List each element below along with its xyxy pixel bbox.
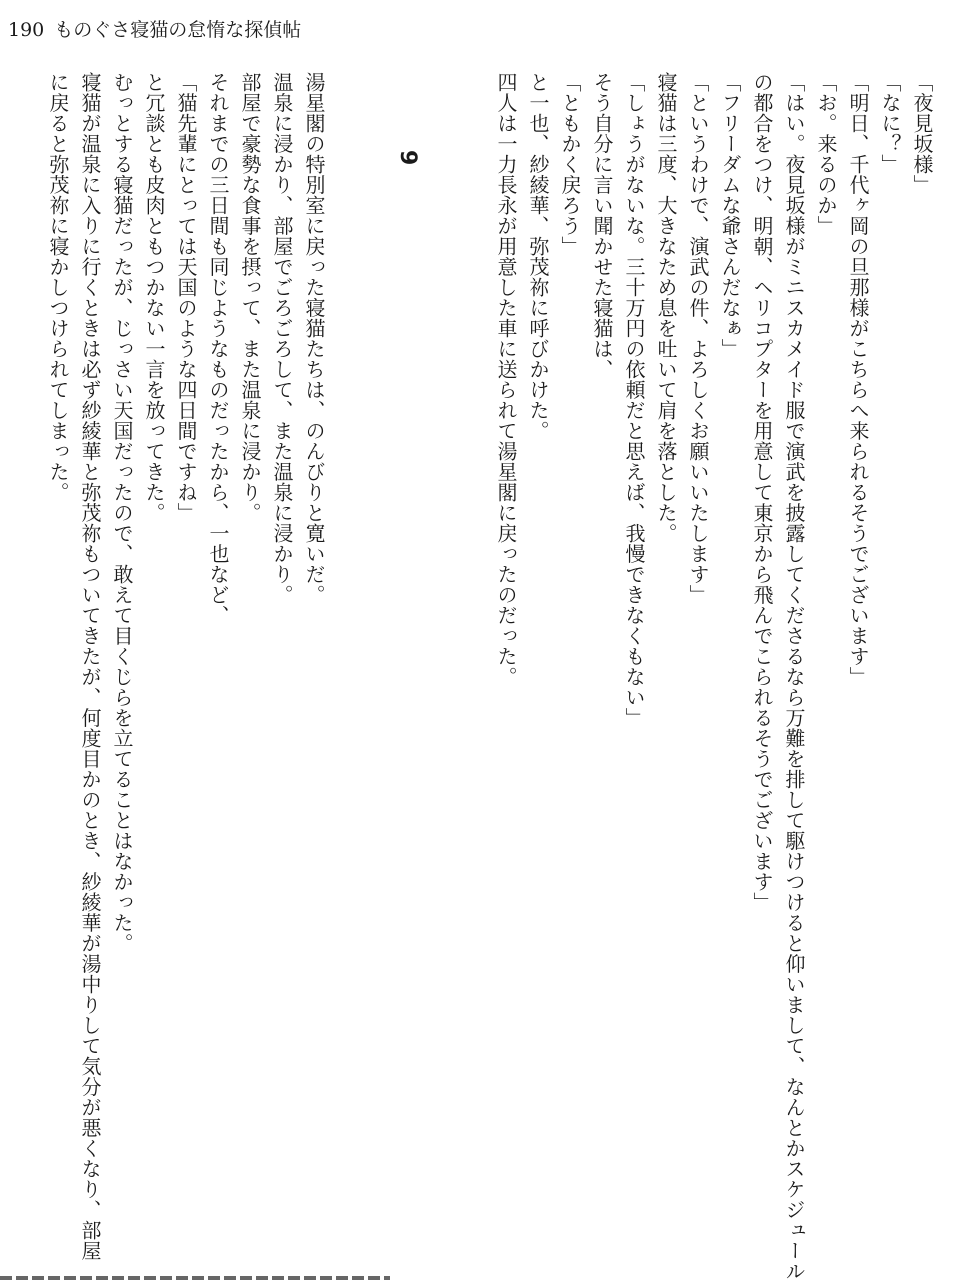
text-line: 四人は一力長永が用意した車に送られて湯星閣に戻ったのだった。 bbox=[494, 72, 518, 687]
text-line: 「明日、千代ヶ岡の旦那様がこちらへ来られるそうでございます」 bbox=[846, 72, 870, 687]
book-title: ものぐさ寝猫の怠惰な探偵帖 bbox=[54, 19, 302, 41]
text-line: むっとする寝猫だったが、じっさい天国だったので、敢えて目くじらを立てることはなかった。 bbox=[110, 72, 134, 954]
upper-text-block bbox=[490, 72, 938, 1282]
text-line: 「というわけで、演武の件、よろしくお願いいたします」 bbox=[686, 72, 710, 605]
text-line: 寝猫は三度、大きなため息を吐いて肩を落とした。 bbox=[654, 72, 678, 544]
text-line: 「猫先輩にとっては天国のような四日間ですね」 bbox=[174, 72, 198, 523]
text-line: 「なに？」 bbox=[878, 72, 902, 175]
bottom-rule bbox=[0, 1276, 390, 1280]
text-line: 「フリーダムな爺さんだなぁ」 bbox=[718, 72, 742, 359]
text-line: 「しょうがないな。三十万円の依頼だと思えば、我慢できなくもない」 bbox=[622, 72, 646, 728]
text-line: 部屋で豪勢な食事を摂って、また温泉に浸かり。 bbox=[238, 72, 262, 523]
text-line: 湯星閣の特別室に戻った寝猫たちは、のんびりと寛いだ。 bbox=[302, 72, 326, 605]
text-line: 寝猫が温泉に入りに行くときは必ず紗綾華と弥茂祢もついてきたが、何度目かのとき、紗綾華が湯中りして気分が悪くなり、部屋 bbox=[78, 72, 102, 1261]
text-line: それまでの三日間も同じようなものだったから、一也など、 bbox=[206, 72, 230, 626]
lower-text-block bbox=[42, 72, 330, 1272]
text-line: 「ともかく戻ろう」 bbox=[558, 72, 582, 257]
running-head bbox=[8, 18, 301, 42]
text-line: と一也、紗綾華、弥茂祢に呼びかけた。 bbox=[526, 72, 550, 441]
page-number: 190 bbox=[8, 19, 45, 41]
text-line: 「お。来るのか」 bbox=[814, 72, 838, 236]
text-line: 温泉に浸かり、部屋でごろごろして、また温泉に浸かり。 bbox=[270, 72, 294, 605]
chapter-number: 9 bbox=[395, 150, 420, 166]
text-line: の都合をつけ、明朝、ヘリコプターを用意して東京から飛んでこられるそうでございます」 bbox=[750, 72, 774, 913]
text-line: 「夜見坂様」 bbox=[910, 72, 934, 195]
text-line: そう自分に言い聞かせた寝猫は、 bbox=[590, 72, 614, 380]
text-line: に戻ると弥茂祢に寝かしつけられてしまった。 bbox=[46, 72, 70, 503]
text-line: 「はい。夜見坂様がミニスカメイド服で演武を披露してくださるなら万難を排して駆けつけると仰いまして、なんとかスケジュール bbox=[782, 72, 806, 1282]
text-line: と冗談とも皮肉ともつかない一言を放ってきた。 bbox=[142, 72, 166, 523]
